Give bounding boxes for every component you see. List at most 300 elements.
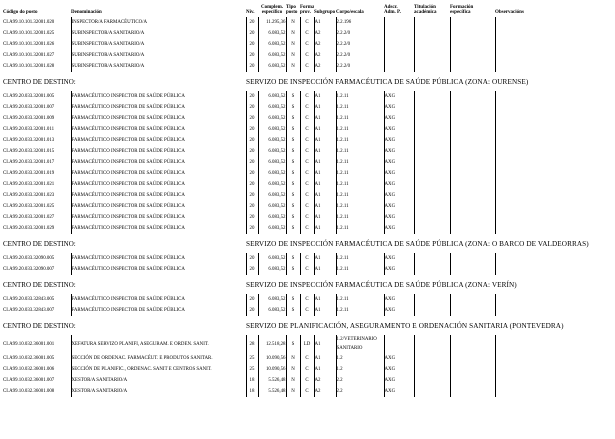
cell-complemento: 11.295,36: [258, 17, 286, 28]
cell-code: CI.A99.10.032.36001.006: [3, 367, 55, 372]
cell-corpo: 1.2.11: [336, 305, 384, 316]
cell-forma: C: [300, 91, 314, 102]
cell-tipo: S: [286, 179, 300, 190]
positions-table: [3, 0, 611, 397]
cell-formacion: [450, 253, 495, 264]
cell-adscripcion: AXG: [384, 386, 414, 397]
cell-observacions: [495, 61, 611, 72]
cell-code: CI.A99.10.101.32001.027: [3, 53, 55, 58]
cell-formacion: [450, 135, 495, 146]
cell-tipo: N: [286, 353, 300, 364]
cell-formacion: [450, 124, 495, 135]
cell-denominacion: XESTOR/A SANITARIO/A: [71, 386, 246, 397]
cell-complemento: 6.083,52: [258, 168, 286, 179]
cell-denominacion: FARMACÉUTICO INSPECTOR DE SAÚDE PÚBLICA: [71, 253, 246, 264]
table-row: [3, 335, 611, 353]
cell-formacion: [450, 386, 495, 397]
section-title-cell: [246, 234, 611, 250]
section-title-cell: [246, 72, 611, 88]
cell-tipo: S: [286, 102, 300, 113]
cell-adscripcion: [384, 28, 414, 39]
cell-corpo: 1.2.11: [336, 294, 384, 305]
cell-nivel: 20: [246, 305, 258, 316]
header-formacion-especifica: [450, 0, 495, 17]
cell-forma: C: [300, 179, 314, 190]
cell-formacion: [450, 190, 495, 201]
cell-observacions: [495, 386, 611, 397]
cell-corpo: 1.2: [336, 353, 384, 364]
cell-corpo: 1.2.11: [336, 157, 384, 168]
cell-observacions: [495, 353, 611, 364]
cell-observacions: [495, 146, 611, 157]
section-label: CENTRO DE DESTINO:: [3, 78, 76, 86]
cell-code: CI.A99.10.032.36001.007: [3, 378, 55, 383]
cell-subgrupo: A1: [314, 201, 336, 212]
cell-complemento: 6.083,52: [258, 61, 286, 72]
cell-corpo: 1.2.11: [336, 253, 384, 264]
cell-nivel: 20: [246, 28, 258, 39]
cell-denominacion: SECCIÓN DE ORDENAC. FARMACÉUT. E PRODUTOS SANITAR.: [71, 353, 246, 364]
cell-corpo: 2.2.196: [336, 17, 384, 28]
cell-observacions: [495, 294, 611, 305]
cell-forma: C: [300, 294, 314, 305]
header-subgrupo: Subgrupo: [314, 10, 336, 16]
cell-corpo: 2.2: [336, 375, 384, 386]
cell-corpo-line1: 1.2/VETERINARIO: [336, 337, 377, 342]
cell-titulacion: [414, 375, 450, 386]
cell-complemento: 6.083,52: [258, 113, 286, 124]
cell-corpo: [336, 335, 384, 353]
cell-forma: C: [300, 212, 314, 223]
cell-forma: C: [300, 201, 314, 212]
cell-adscripcion: [384, 335, 414, 353]
cell-subgrupo: A1: [314, 212, 336, 223]
cell-titulacion: [414, 39, 450, 50]
cell-subgrupo: A1: [314, 102, 336, 113]
section-header: [3, 316, 611, 332]
header-nivel: Nív.: [246, 10, 255, 16]
cell-titulacion: [414, 335, 450, 353]
cell-observacions: [495, 135, 611, 146]
header-forma-prov: [300, 0, 314, 17]
cell-complemento: 6.083,52: [258, 102, 286, 113]
header-adscr: Adscr.: [384, 4, 398, 10]
cell-complemento: 6.083,52: [258, 179, 286, 190]
cell-observacions: [495, 39, 611, 50]
section-title-cell: [246, 316, 611, 332]
section-header: [3, 275, 611, 291]
section-label-cell: [3, 72, 246, 88]
cell-adscripcion: AXG: [384, 179, 414, 190]
cell-observacions: [495, 102, 611, 113]
cell-nivel: 20: [246, 91, 258, 102]
cell-complemento: 10.090,56: [258, 353, 286, 364]
table-row: [3, 168, 611, 179]
cell-tipo: N: [286, 39, 300, 50]
cell-corpo: 2.2: [336, 386, 384, 397]
section-title: SERVIZO DE INSPECCIÓN FARMACÉUTICA DE SAÚDE PÚBLICA (ZONA: O BARCO DE VALDEORRAS): [246, 240, 589, 248]
header-observacions: Observacións: [495, 10, 524, 16]
cell-titulacion: [414, 61, 450, 72]
cell-forma: C: [300, 253, 314, 264]
cell-tipo: S: [286, 212, 300, 223]
cell-subgrupo: A1: [314, 294, 336, 305]
cell-forma: LD: [300, 335, 314, 353]
cell-titulacion: [414, 28, 450, 39]
header-titulacion-academica: [414, 0, 450, 17]
cell-corpo: 2.2.2/0: [336, 28, 384, 39]
cell-adscripcion: AXG: [384, 305, 414, 316]
cell-code: CI.A99.20.033.32001.021: [3, 182, 55, 187]
cell-denominacion: XEFATURA SERVIZO PLANIFI, ASEGURAM. E ORDEN. SANIT.: [71, 335, 246, 353]
cell-code: CI.A99.20.033.32843.007: [3, 308, 55, 313]
section-label: CENTRO DE DESTINO:: [3, 322, 76, 330]
section-label-cell: [3, 234, 246, 250]
cell-corpo: 1.2.11: [336, 201, 384, 212]
cell-tipo: S: [286, 124, 300, 135]
cell-titulacion: [414, 113, 450, 124]
cell-formacion: [450, 157, 495, 168]
cell-denominacion: FARMACÉUTICO INSPECTOR DE SAÚDE PÚBLICA: [71, 124, 246, 135]
cell-denominacion: FARMACÉUTICO INSPECTOR DE SAÚDE PÚBLICA: [71, 264, 246, 275]
header-corpo: Corpo/escala: [336, 10, 364, 16]
cell-subgrupo: A2: [314, 386, 336, 397]
cell-code: CI.A99.10.032.36001.005: [3, 356, 55, 361]
cell-code: CI.A99.20.033.32001.017: [3, 160, 55, 165]
cell-tipo: S: [286, 253, 300, 264]
cell-nivel: 20: [246, 17, 258, 28]
cell-complemento: 6.083,52: [258, 294, 286, 305]
cell-tipo: S: [286, 335, 300, 353]
cell-nivel: 20: [246, 223, 258, 234]
table-row: [3, 28, 611, 39]
cell-titulacion: [414, 201, 450, 212]
cell-nivel: 18: [246, 375, 258, 386]
cell-formacion: [450, 61, 495, 72]
cell-subgrupo: A1: [314, 223, 336, 234]
cell-adscripcion: AXG: [384, 168, 414, 179]
section-label-cell: [3, 275, 246, 291]
cell-corpo: 1.2.11: [336, 102, 384, 113]
section-title: SERVIZO DE PLANIFICACIÓN, ASEGURAMENTO E ORDENACIÓN SANITARIA (PONTEVEDRA): [246, 322, 564, 330]
cell-adscripcion: AXG: [384, 91, 414, 102]
cell-denominacion: XESTOR/A SANITARIO/A: [71, 375, 246, 386]
cell-subgrupo: A1: [314, 168, 336, 179]
cell-denominacion: SUBINSPECTOR/A SANITARIO/A: [71, 50, 246, 61]
cell-adscripcion: AXG: [384, 353, 414, 364]
cell-code: CI.A99.20.033.32090.005: [3, 256, 55, 261]
cell-complemento: 6.083,52: [258, 135, 286, 146]
cell-formacion: [450, 28, 495, 39]
cell-denominacion: FARMACÉUTICO INSPECTOR DE SAÚDE PÚBLICA: [71, 102, 246, 113]
table-row: [3, 190, 611, 201]
cell-observacions: [495, 190, 611, 201]
cell-adscripcion: [384, 17, 414, 28]
cell-code: CI.A99.20.033.32001.025: [3, 204, 55, 209]
table-row: [3, 91, 611, 102]
cell-code: CI.A99.10.101.32001.026: [3, 42, 55, 47]
cell-nivel: 20: [246, 294, 258, 305]
cell-code: CI.A99.20.033.32001.007: [3, 105, 55, 110]
header-codigo: Código do posto: [3, 10, 38, 16]
cell-nivel: 20: [246, 212, 258, 223]
cell-complemento: 12.518,28: [258, 335, 286, 353]
cell-nivel: 20: [246, 146, 258, 157]
cell-complemento: 6.083,52: [258, 28, 286, 39]
table-header: [3, 0, 611, 17]
cell-tipo: S: [286, 201, 300, 212]
cell-titulacion: [414, 212, 450, 223]
cell-formacion: [450, 50, 495, 61]
cell-titulacion: [414, 135, 450, 146]
cell-formacion: [450, 91, 495, 102]
cell-adscripcion: AXG: [384, 146, 414, 157]
cell-complemento: 6.083,52: [258, 305, 286, 316]
table-row: [3, 201, 611, 212]
table-row: [3, 124, 611, 135]
cell-corpo: 1.2.11: [336, 146, 384, 157]
cell-denominacion: FARMACÉUTICO INSPECTOR DE SAÚDE PÚBLICA: [71, 212, 246, 223]
section-title: SERVIZO DE INSPECCIÓN FARMACÉUTICA DE SAÚDE PÚBLICA (ZONA: OURENSE): [246, 78, 529, 86]
cell-code: CI.A99.20.033.32843.005: [3, 297, 55, 302]
cell-tipo: S: [286, 146, 300, 157]
cell-titulacion: [414, 179, 450, 190]
cell-subgrupo: A2: [314, 28, 336, 39]
cell-code: CI.A99.10.101.32001.025: [3, 31, 55, 36]
cell-adscripcion: AXG: [384, 264, 414, 275]
table-row: [3, 102, 611, 113]
cell-complemento: 6.083,52: [258, 212, 286, 223]
cell-denominacion: FARMACÉUTICO INSPECTOR DE SAÚDE PÚBLICA: [71, 190, 246, 201]
cell-tipo: N: [286, 375, 300, 386]
cell-nivel: 20: [246, 264, 258, 275]
cell-nivel: 20: [246, 135, 258, 146]
cell-code: CI.A99.20.033.32001.027: [3, 215, 55, 220]
cell-forma: C: [300, 364, 314, 375]
cell-subgrupo: A1: [314, 17, 336, 28]
cell-adscripcion: AXG: [384, 223, 414, 234]
cell-observacions: [495, 212, 611, 223]
table-row: [3, 386, 611, 397]
cell-formacion: [450, 179, 495, 190]
cell-observacions: [495, 113, 611, 124]
table-row: [3, 253, 611, 264]
cell-formacion: [450, 264, 495, 275]
cell-nivel: 20: [246, 113, 258, 124]
cell-complemento: 5.526,48: [258, 386, 286, 397]
cell-code: CI.A99.20.033.32001.015: [3, 149, 55, 154]
cell-forma: C: [300, 386, 314, 397]
cell-complemento: 5.526,48: [258, 375, 286, 386]
cell-adscripcion: AXG: [384, 212, 414, 223]
cell-titulacion: [414, 223, 450, 234]
cell-corpo: 1.2.11: [336, 212, 384, 223]
cell-corpo: 1.2.11: [336, 168, 384, 179]
cell-tipo: N: [286, 364, 300, 375]
cell-nivel: 20: [246, 168, 258, 179]
cell-code: CI.A99.20.033.32001.023: [3, 193, 55, 198]
cell-titulacion: [414, 102, 450, 113]
cell-titulacion: [414, 294, 450, 305]
cell-tipo: S: [286, 91, 300, 102]
cell-forma: C: [300, 353, 314, 364]
section-title: SERVIZO DE INSPECCIÓN FARMACÉUTICA DE SAÚDE PÚBLICA (ZONA: VERÍN): [246, 281, 517, 289]
cell-adscripcion: [384, 50, 414, 61]
cell-nivel: 20: [246, 50, 258, 61]
table-row: [3, 264, 611, 275]
cell-subgrupo: A1: [314, 253, 336, 264]
cell-denominacion: INSPECTOR/A FARMACÉUTICO/A: [71, 17, 246, 28]
cell-adscripcion: [384, 61, 414, 72]
table-row: [3, 17, 611, 28]
cell-adscripcion: AXG: [384, 102, 414, 113]
header-tipo: Tipo: [286, 4, 296, 10]
cell-complemento: 6.083,52: [258, 190, 286, 201]
cell-formacion: [450, 364, 495, 375]
cell-code: CI.A99.20.033.32001.019: [3, 171, 55, 176]
cell-titulacion: [414, 50, 450, 61]
cell-forma: C: [300, 168, 314, 179]
cell-denominacion: SECCIÓN DE PLANIFIC., ORDENAC. SANIT E CENTROS SANIT.: [71, 364, 246, 375]
cell-nivel: 20: [246, 201, 258, 212]
cell-nivel: 20: [246, 179, 258, 190]
cell-titulacion: [414, 91, 450, 102]
cell-nivel: 20: [246, 61, 258, 72]
cell-observacions: [495, 305, 611, 316]
cell-titulacion: [414, 264, 450, 275]
cell-complemento: 6.083,52: [258, 157, 286, 168]
header-denominacion: Denominación: [71, 10, 102, 16]
section-title-cell: [246, 275, 611, 291]
cell-corpo: 2.2.2/0: [336, 39, 384, 50]
cell-nivel: 20: [246, 190, 258, 201]
cell-titulacion: [414, 253, 450, 264]
cell-formacion: [450, 335, 495, 353]
table-row: [3, 364, 611, 375]
cell-adscripcion: AXG: [384, 253, 414, 264]
cell-corpo: 1.2.11: [336, 179, 384, 190]
cell-observacions: [495, 335, 611, 353]
section-header: [3, 72, 611, 88]
cell-subgrupo: A1: [314, 353, 336, 364]
cell-observacions: [495, 28, 611, 39]
cell-tipo: S: [286, 223, 300, 234]
cell-forma: C: [300, 135, 314, 146]
cell-complemento: 6.083,52: [258, 39, 286, 50]
cell-titulacion: [414, 146, 450, 157]
cell-forma: C: [300, 50, 314, 61]
cell-forma: C: [300, 61, 314, 72]
cell-complemento: 6.083,52: [258, 146, 286, 157]
cell-complemento: 6.083,52: [258, 223, 286, 234]
cell-formacion: [450, 102, 495, 113]
cell-titulacion: [414, 17, 450, 28]
cell-titulacion: [414, 124, 450, 135]
cell-corpo: 1.2.11: [336, 113, 384, 124]
cell-formacion: [450, 201, 495, 212]
table-row: [3, 50, 611, 61]
cell-subgrupo: A1: [314, 113, 336, 124]
table-row: [3, 113, 611, 124]
table-row: [3, 375, 611, 386]
table-row: [3, 157, 611, 168]
cell-formacion: [450, 294, 495, 305]
cell-observacions: [495, 201, 611, 212]
cell-titulacion: [414, 364, 450, 375]
section-label-cell: [3, 316, 246, 332]
section-label: CENTRO DE DESTINO:: [3, 240, 76, 248]
cell-complemento: 6.083,52: [258, 201, 286, 212]
cell-denominacion: FARMACÉUTICO INSPECTOR DE SAÚDE PÚBLICA: [71, 305, 246, 316]
cell-subgrupo: A1: [314, 305, 336, 316]
cell-code: CI.A99.20.033.32001.029: [3, 226, 55, 231]
cell-formacion: [450, 113, 495, 124]
cell-corpo-line2: SANITARIO: [336, 346, 363, 351]
cell-subgrupo: A1: [314, 157, 336, 168]
cell-titulacion: [414, 353, 450, 364]
cell-observacions: [495, 50, 611, 61]
cell-tipo: S: [286, 305, 300, 316]
cell-forma: C: [300, 375, 314, 386]
cell-titulacion: [414, 157, 450, 168]
cell-nivel: 20: [246, 157, 258, 168]
cell-nivel: 18: [246, 386, 258, 397]
cell-code: CI.A99.20.033.32001.009: [3, 116, 55, 121]
cell-denominacion: SUBINSPECTOR/A SANITARIO/A: [71, 28, 246, 39]
cell-forma: C: [300, 305, 314, 316]
cell-tipo: S: [286, 190, 300, 201]
cell-tipo: S: [286, 168, 300, 179]
cell-tipo: S: [286, 264, 300, 275]
cell-forma: C: [300, 190, 314, 201]
cell-formacion: [450, 375, 495, 386]
cell-corpo: 1.2.11: [336, 124, 384, 135]
cell-observacions: [495, 375, 611, 386]
cell-subgrupo: A2: [314, 375, 336, 386]
cell-formacion: [450, 353, 495, 364]
cell-observacions: [495, 91, 611, 102]
cell-complemento: 6.083,52: [258, 50, 286, 61]
cell-corpo: 1.2.11: [336, 190, 384, 201]
cell-code: CI.A99.10.032.36001.001: [3, 341, 55, 347]
cell-corpo: 1.2: [336, 364, 384, 375]
cell-subgrupo: A1: [314, 124, 336, 135]
table-row: [3, 305, 611, 316]
cell-nivel: 20: [246, 253, 258, 264]
table-row: [3, 212, 611, 223]
cell-denominacion: FARMACÉUTICO INSPECTOR DE SAÚDE PÚBLICA: [71, 223, 246, 234]
cell-tipo: N: [286, 386, 300, 397]
header-forma: Forma: [300, 4, 314, 10]
cell-observacions: [495, 124, 611, 135]
cell-observacions: [495, 264, 611, 275]
cell-formacion: [450, 223, 495, 234]
cell-titulacion: [414, 168, 450, 179]
cell-corpo: 1.2.11: [336, 135, 384, 146]
cell-formacion: [450, 212, 495, 223]
cell-observacions: [495, 253, 611, 264]
cell-corpo: 1.2.11: [336, 264, 384, 275]
cell-complemento: 6.083,52: [258, 253, 286, 264]
cell-adscripcion: AXG: [384, 201, 414, 212]
header-formacion: Formación: [450, 4, 474, 10]
table-row: [3, 61, 611, 72]
cell-denominacion: FARMACÉUTICO INSPECTOR DE SAÚDE PÚBLICA: [71, 91, 246, 102]
cell-observacions: [495, 364, 611, 375]
header-tipo-posto: [286, 0, 300, 17]
table-row: [3, 294, 611, 305]
cell-nivel: 20: [246, 39, 258, 50]
